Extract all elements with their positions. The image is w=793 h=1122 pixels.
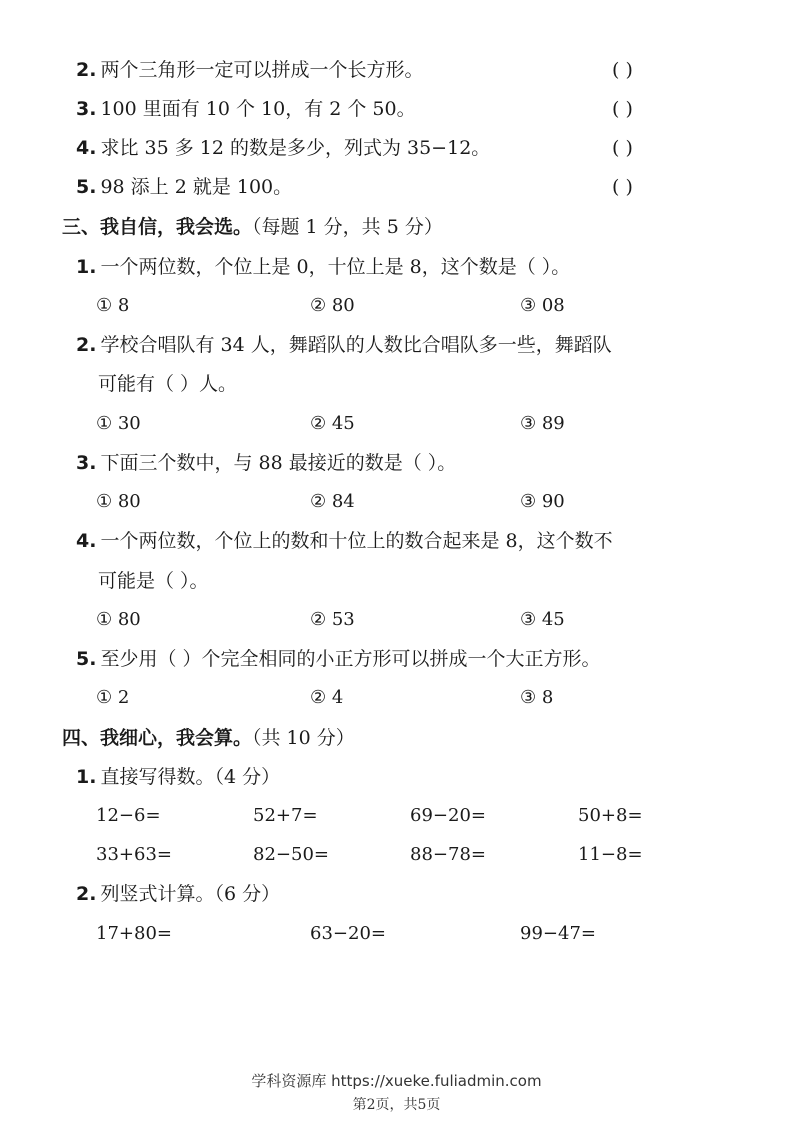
calc-expression: 33+63= [96, 844, 172, 865]
option-2[interactable]: ② 53 [310, 609, 355, 630]
calc-question-1 [76, 765, 280, 789]
judge-item-4 [76, 136, 490, 160]
option-1[interactable]: ① 80 [96, 609, 141, 630]
question-number: 2. [76, 334, 97, 356]
calc-expression: 99−47= [520, 923, 596, 944]
question-text: 一个两位数，个位上的数和十位上的数合起来是 8，这个数不 [100, 530, 613, 552]
choice-question-4 [76, 529, 613, 553]
option-2[interactable]: ② 84 [310, 491, 355, 512]
option-3[interactable]: ③ 89 [520, 413, 565, 434]
item-text: 两个三角形一定可以拼成一个长方形。 [100, 59, 424, 81]
question-text: 列竖式计算。（6 分） [100, 883, 281, 905]
calc-expression: 52+7= [253, 805, 318, 826]
item-text: 98 添上 2 就是 100。 [100, 176, 293, 198]
calc-expression: 50+8= [578, 805, 643, 826]
question-number: 5. [76, 648, 97, 670]
question-text: 下面三个数中，与 88 最接近的数是（ ）。 [100, 452, 457, 474]
question-number: 1. [76, 256, 97, 278]
item-number: 5. [76, 176, 97, 198]
question-text: 学校合唱队有 34 人，舞蹈队的人数比合唱队多一些，舞蹈队 [100, 334, 612, 356]
answer-paren[interactable]: ( ) [612, 176, 633, 198]
item-text: 100 里面有 10 个 10，有 2 个 50。 [100, 98, 416, 120]
answer-paren[interactable]: ( ) [612, 137, 633, 159]
question-text: 至少用（ ）个完全相同的小正方形可以拼成一个大正方形。 [100, 648, 601, 670]
question-number: 3. [76, 452, 97, 474]
section-title: 三、我自信，我会选。 [62, 216, 253, 238]
answer-paren[interactable]: ( ) [612, 59, 633, 81]
item-number: 4. [76, 137, 97, 159]
option-3[interactable]: ③ 45 [520, 609, 565, 630]
judge-item-2 [76, 58, 423, 82]
section-note: （共 10 分） [252, 727, 355, 749]
calc-expression: 69−20= [410, 805, 486, 826]
section4-heading [62, 726, 355, 750]
option-2[interactable]: ② 4 [310, 687, 344, 708]
question-number: 4. [76, 530, 97, 552]
option-1[interactable]: ① 30 [96, 413, 141, 434]
option-3[interactable]: ③ 8 [520, 687, 554, 708]
question-text-continued: 可能有（ ）人。 [98, 373, 238, 395]
calc-expression: 11−8= [578, 844, 643, 865]
choice-question-1 [76, 255, 570, 279]
choice-question-2 [76, 333, 612, 357]
option-2[interactable]: ② 80 [310, 295, 355, 316]
item-number: 3. [76, 98, 97, 120]
footer-source: 学科资源库 https://xueke.fuliadmin.com [251, 1072, 542, 1090]
option-2[interactable]: ② 45 [310, 413, 355, 434]
question-number: 1. [76, 766, 97, 788]
choice-question-3 [76, 451, 456, 475]
item-text: 求比 35 多 12 的数是多少，列式为 35−12。 [100, 137, 491, 159]
section-title: 四、我细心，我会算。 [62, 727, 253, 749]
calc-expression: 82−50= [253, 844, 329, 865]
question-text: 一个两位数，个位上是 0，十位上是 8，这个数是（ ）。 [100, 256, 571, 278]
item-number: 2. [76, 59, 97, 81]
section3-heading [62, 215, 443, 239]
question-text: 直接写得数。（4 分） [100, 766, 281, 788]
option-1[interactable]: ① 2 [96, 687, 130, 708]
question-number: 2. [76, 883, 97, 905]
calc-expression: 88−78= [410, 844, 486, 865]
section-note: （每题 1 分，共 5 分） [252, 216, 443, 238]
choice-question-5 [76, 647, 601, 671]
judge-item-3 [76, 97, 416, 121]
option-1[interactable]: ① 80 [96, 491, 141, 512]
calc-expression: 63−20= [310, 923, 386, 944]
calc-question-2 [76, 882, 280, 906]
judge-item-5 [76, 175, 292, 199]
option-3[interactable]: ③ 08 [520, 295, 565, 316]
answer-paren[interactable]: ( ) [612, 98, 633, 120]
question-text-continued: 可能是（ ）。 [98, 570, 209, 592]
calc-expression: 12−6= [96, 805, 161, 826]
footer-page-number: 第2页，共5页 [352, 1097, 441, 1113]
calc-expression: 17+80= [96, 923, 172, 944]
option-1[interactable]: ① 8 [96, 295, 130, 316]
option-3[interactable]: ③ 90 [520, 491, 565, 512]
